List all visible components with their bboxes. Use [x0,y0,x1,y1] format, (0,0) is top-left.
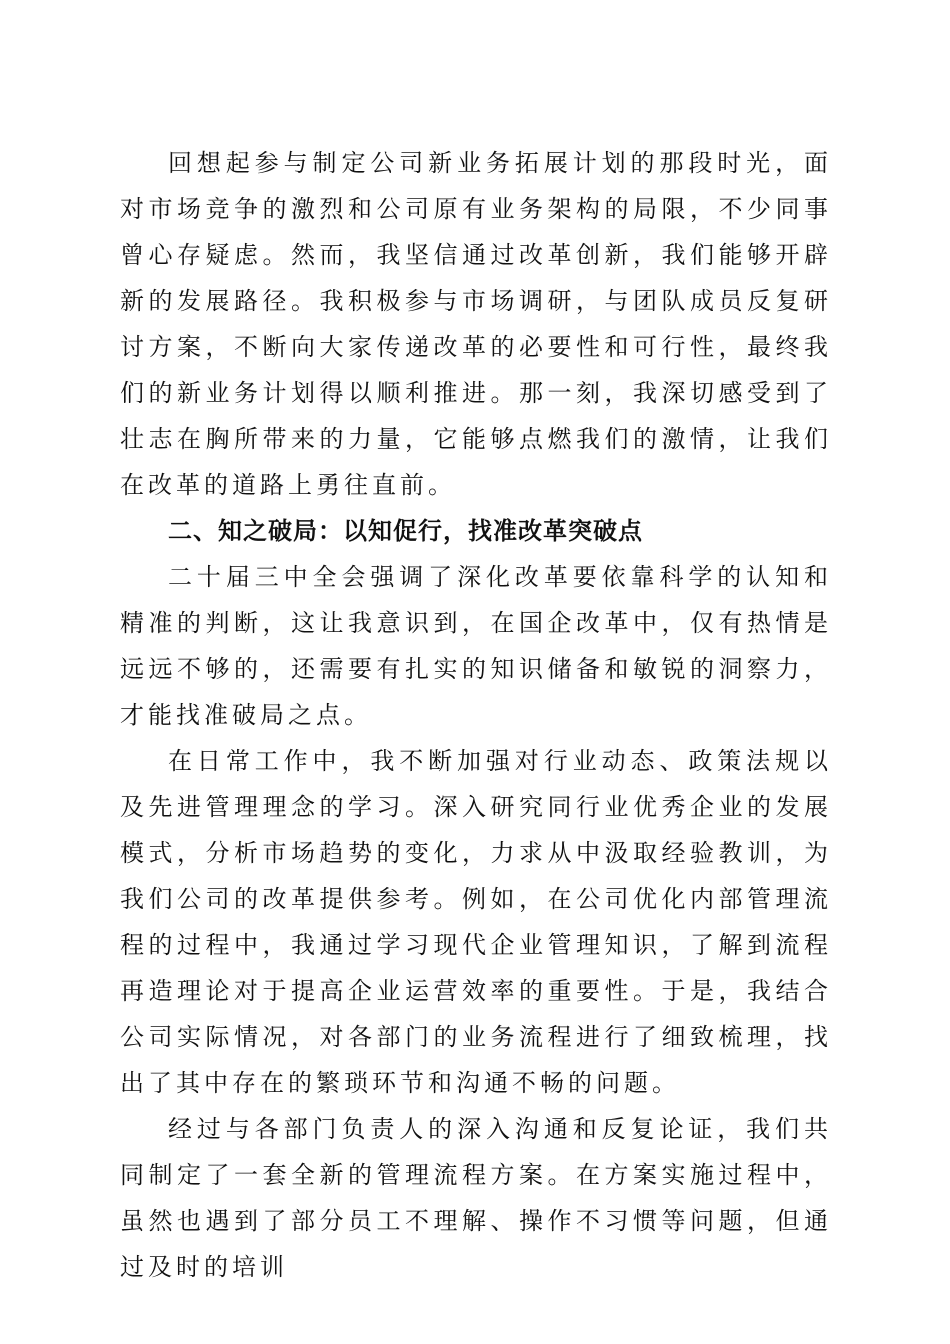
paragraph-plenary-session: 二十届三中全会强调了深化改革要依靠科学的认知和精准的判断，这让我意识到，在国企改革中，仅有热情是远远不够的，还需要有扎实的知识储备和敏锐的洞察力，才能找准破局之点。 [120,563,832,729]
paragraph-daily-work: 在日常工作中，我不断加强对行业动态、政策法规以及先进管理理念的学习。深入研究同行业优秀企业的发展模式，分析市场趋势的变化，力求从中汲取经验教训，为我们公司的改革提供参考。例如，在公司优化内部管理流程的过程中，我通过学习现代企业管理知识，了解到流程再造理论对于提高企业运营效率的重要性。于是，我结合公司实际情况，对各部门的业务流程进行了细致梳理，找出了其中存在的繁琐环节和沟通不畅的问题。 [120,747,832,1097]
document-body [120,140,832,1290]
paragraph-recollection: 回想起参与制定公司新业务拓展计划的那段时光，面对市场竞争的激烈和公司原有业务架构的局限，不少同事曾心存疑虑。然而，我坚信通过改革创新，我们能够开辟新的发展路径。我积极参与市场调研，与团队成员反复研讨方案，不断向大家传递改革的必要性和可行性，最终我们的新业务计划得以顺利推进。那一刻，我深切感受到了壮志在胸所带来的力量，它能够点燃我们的激情，让我们在改革的道路上勇往直前。 [120,149,832,499]
paragraph-process-plan: 经过与各部门负责人的深入沟通和反复论证，我们共同制定了一套全新的管理流程方案。在方案实施过程中，虽然也遇到了部分员工不理解、操作不习惯等问题，但通过及时的培训 [120,1115,832,1281]
section-heading: 二、知之破局：以知促行，找准改革突破点 [168,517,643,545]
